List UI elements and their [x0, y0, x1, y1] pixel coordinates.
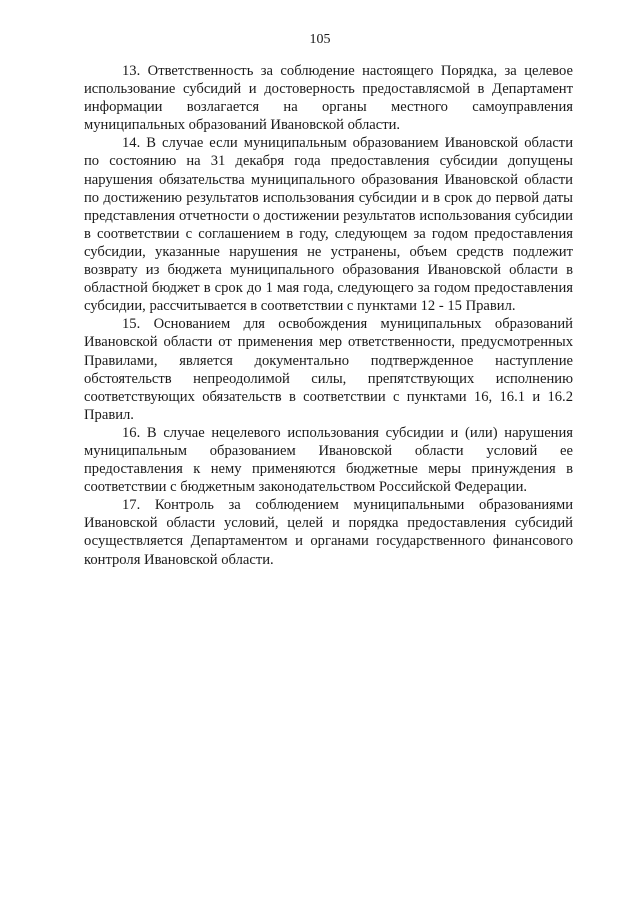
paragraph-17: 17. Контроль за соблюдением муниципальными образованиями Ивановской области условий, целей и порядка предоставления субсидий осуществляется Департаментом и органами государственного финансового контроля Ивановской области.: [84, 497, 573, 568]
paragraph-13: 13. Ответственность за соблюдение настоящего Порядка, за целевое использование субсидий и достоверность предоставлясмой в Департамент информации возлагается на органы местного самоуправления муниципальных образований Ивановской области.: [84, 63, 573, 134]
paragraph-14: 14. В случае если муниципальным образованием Ивановской области по состоянию на 31 декабря года предоставления субсидии допущены нарушения обязательства муниципального образования Ивановской области по достижению результатов использования субсидии и в срок до первой даты представления отчетности о достижении результатов использования субсидии в соответствии с соглашением в году, следующем за годом предоставления субсидии, указанные нарушения не устранены, объем средств подлежит возврату из бюджета муниципального образования Ивановской области в областной бюджет в срок до 1 мая года, следующего за годом предоставления субсидии, рассчитывается в соответствии с пунктами 12 - 15 Правил.: [84, 135, 573, 315]
document-body: [84, 62, 573, 569]
paragraph-16: 16. В случае нецелевого использования субсидии и (или) нарушения муниципальным образованием Ивановской области условий ее предоставления к нему применяются бюджетные меры принуждения в соответствии с бюджетным законодательством Российской Федерации.: [84, 424, 573, 496]
page-number: 105: [309, 32, 331, 47]
paragraph-15: 15. Основанием для освобождения муниципальных образований Ивановской области от применения мер ответственности, предусмотренных Правилами, является документально подтвержденное наступление обстоятельств непреодолимой силы, препятствующих исполнению соответствующих обязательств в соответствии с пунктами 16, 16.1 и 16.2 Правил.: [84, 316, 573, 423]
